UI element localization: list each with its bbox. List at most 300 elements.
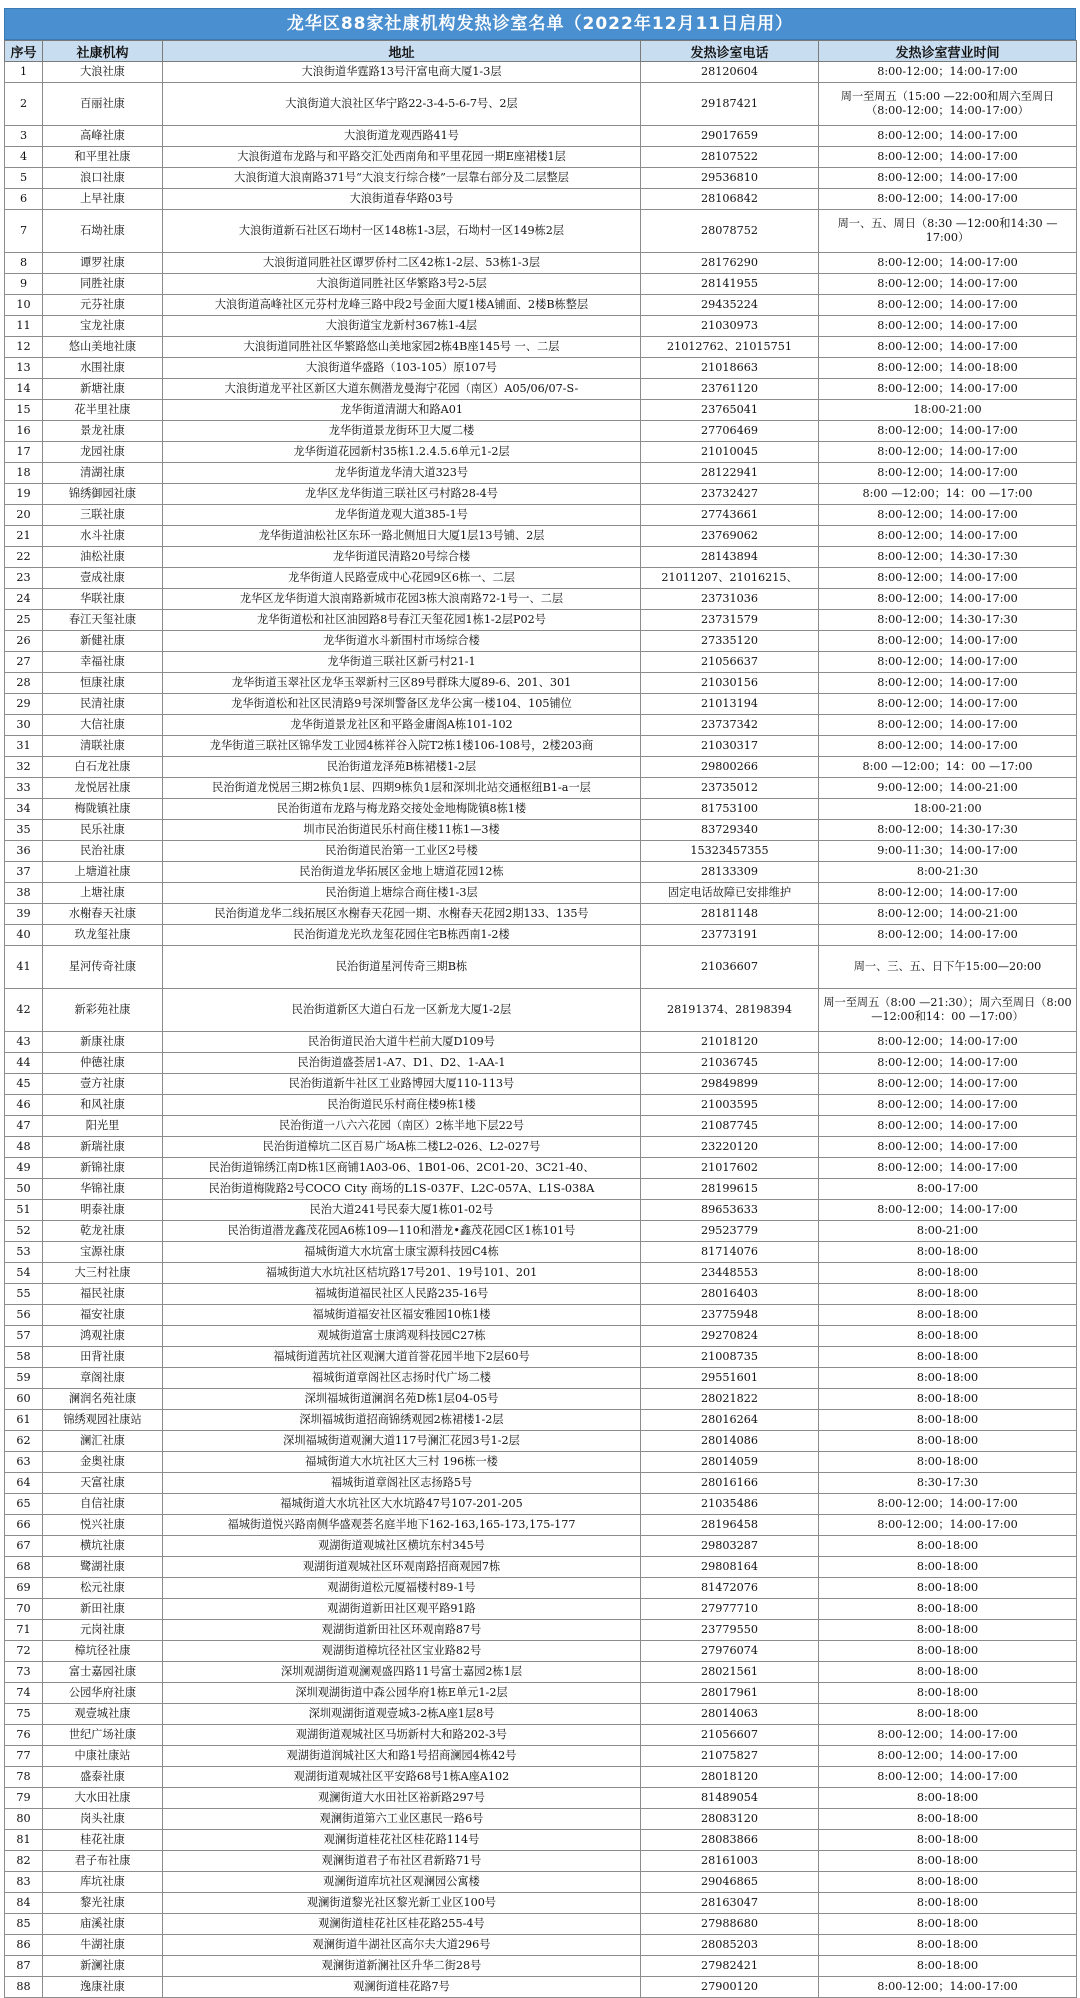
clinic-name: 元芬社康 <box>43 295 163 316</box>
row-index: 86 <box>5 1935 43 1956</box>
row-index: 40 <box>5 925 43 946</box>
clinic-name: 星河传奇社康 <box>43 946 163 989</box>
clinic-name: 上塘道社康 <box>43 862 163 883</box>
clinic-phone: 27988680 <box>641 1914 819 1935</box>
row-index: 54 <box>5 1263 43 1284</box>
row-index: 10 <box>5 295 43 316</box>
clinic-name: 华锦社康 <box>43 1179 163 1200</box>
clinic-phone: 28017961 <box>641 1683 819 1704</box>
table-row <box>5 1158 1077 1179</box>
table-row <box>5 610 1077 631</box>
clinic-phone: 23775948 <box>641 1305 819 1326</box>
clinic-name: 水榭春天社康 <box>43 904 163 925</box>
clinic-phone: 21056607 <box>641 1725 819 1746</box>
table-row <box>5 715 1077 736</box>
clinic-hours: 8:00-18:00 <box>819 1557 1077 1578</box>
clinic-phone: 21010045 <box>641 442 819 463</box>
clinic-name: 大水田社康 <box>43 1788 163 1809</box>
clinic-name: 百丽社康 <box>43 83 163 126</box>
clinic-name: 田背社康 <box>43 1347 163 1368</box>
clinic-name: 桂花社康 <box>43 1830 163 1851</box>
row-index: 34 <box>5 799 43 820</box>
clinic-name: 庙溪社康 <box>43 1914 163 1935</box>
row-index: 69 <box>5 1578 43 1599</box>
clinic-address: 观澜街道牛湖社区高尔夫大道296号 <box>163 1935 641 1956</box>
clinic-name: 中康社康站 <box>43 1746 163 1767</box>
clinic-address: 福城街道大水坑富士康宝源科技园C4栋 <box>163 1242 641 1263</box>
row-index: 72 <box>5 1641 43 1662</box>
clinic-hours: 8:00-18:00 <box>819 1536 1077 1557</box>
clinic-table <box>4 40 1077 1998</box>
clinic-phone: 29800266 <box>641 757 819 778</box>
clinic-hours: 8:00-12:00；14:00-17:00 <box>819 274 1077 295</box>
table-row <box>5 631 1077 652</box>
clinic-name: 民治社康 <box>43 841 163 862</box>
clinic-hours: 8:00-12:00；14:00-17:00 <box>819 316 1077 337</box>
row-index: 31 <box>5 736 43 757</box>
table-row <box>5 147 1077 168</box>
row-index: 60 <box>5 1389 43 1410</box>
clinic-phone: 21035486 <box>641 1494 819 1515</box>
clinic-phone: 29536810 <box>641 168 819 189</box>
row-index: 63 <box>5 1452 43 1473</box>
clinic-name: 金奥社康 <box>43 1452 163 1473</box>
clinic-phone: 28122941 <box>641 463 819 484</box>
table-row <box>5 1578 1077 1599</box>
clinic-name: 澜汇社康 <box>43 1431 163 1452</box>
clinic-phone: 23761120 <box>641 379 819 400</box>
clinic-phone: 81489054 <box>641 1788 819 1809</box>
row-index: 16 <box>5 421 43 442</box>
clinic-hours: 8:00 —12:00；14：00 —17:00 <box>819 757 1077 778</box>
clinic-name: 鹭湖社康 <box>43 1557 163 1578</box>
clinic-hours: 8:00-18:00 <box>819 1914 1077 1935</box>
table-row <box>5 1473 1077 1494</box>
clinic-address: 龙华街道花园新村35栋1.2.4.5.6单元1-2层 <box>163 442 641 463</box>
row-index: 52 <box>5 1221 43 1242</box>
row-index: 74 <box>5 1683 43 1704</box>
clinic-hours: 8:00-12:00；14:00-17:00 <box>819 715 1077 736</box>
row-index: 62 <box>5 1431 43 1452</box>
clinic-hours: 9:00-11:30；14:00-17:00 <box>819 841 1077 862</box>
clinic-address: 民治街道龙光玖龙玺花园住宅B栋西南1-2楼 <box>163 925 641 946</box>
clinic-hours: 9:00-12:00；14:00-21:00 <box>819 778 1077 799</box>
clinic-address: 观湖街道观城社区环观南路招商观园7栋 <box>163 1557 641 1578</box>
table-row <box>5 210 1077 253</box>
clinic-phone: 28014063 <box>641 1704 819 1725</box>
clinic-name: 新健社康 <box>43 631 163 652</box>
table-row <box>5 841 1077 862</box>
row-index: 77 <box>5 1746 43 1767</box>
table-row <box>5 1137 1077 1158</box>
clinic-hours: 8:00-18:00 <box>819 1599 1077 1620</box>
clinic-phone: 28176290 <box>641 253 819 274</box>
clinic-phone: 23765041 <box>641 400 819 421</box>
table-row <box>5 1452 1077 1473</box>
clinic-phone: 27900120 <box>641 1977 819 1998</box>
row-index: 27 <box>5 652 43 673</box>
table-row <box>5 1830 1077 1851</box>
table-row <box>5 736 1077 757</box>
row-index: 48 <box>5 1137 43 1158</box>
clinic-phone: 81753100 <box>641 799 819 820</box>
clinic-phone: 21075827 <box>641 1746 819 1767</box>
row-index: 5 <box>5 168 43 189</box>
clinic-name: 福安社康 <box>43 1305 163 1326</box>
clinic-phone: 28143894 <box>641 547 819 568</box>
row-index: 24 <box>5 589 43 610</box>
clinic-hours: 8:00-18:00 <box>819 1347 1077 1368</box>
row-index: 76 <box>5 1725 43 1746</box>
clinic-address: 民治街道民治第一工业区2号楼 <box>163 841 641 862</box>
table-row <box>5 568 1077 589</box>
clinic-name: 鸿观社康 <box>43 1326 163 1347</box>
clinic-name: 高峰社康 <box>43 126 163 147</box>
table-row <box>5 400 1077 421</box>
clinic-name: 清湖社康 <box>43 463 163 484</box>
clinic-name: 玖龙玺社康 <box>43 925 163 946</box>
clinic-address: 深圳福城街道澜润名苑D栋1层04-05号 <box>163 1389 641 1410</box>
clinic-name: 岗头社康 <box>43 1809 163 1830</box>
clinic-hours: 8:00-12:00；14:00-17:00 <box>819 1158 1077 1179</box>
clinic-address: 福城街道大水坑社区桔坑路17号201、19号101、201 <box>163 1263 641 1284</box>
clinic-hours: 8:00-12:00；14:00-17:00 <box>819 189 1077 210</box>
clinic-address: 观湖街道新田社区环观南路87号 <box>163 1620 641 1641</box>
clinic-phone: 28107522 <box>641 147 819 168</box>
row-index: 36 <box>5 841 43 862</box>
clinic-name: 悦兴社康 <box>43 1515 163 1536</box>
clinic-address: 龙华街道松和社区民清路9号深圳警备区龙华公寓一楼104、105铺位 <box>163 694 641 715</box>
clinic-address: 龙华区龙华街道三联社区弓村路28-4号 <box>163 484 641 505</box>
clinic-name: 富士嘉园社康 <box>43 1662 163 1683</box>
table-row <box>5 1200 1077 1221</box>
clinic-hours: 8:00-12:00；14:00-21:00 <box>819 904 1077 925</box>
clinic-address: 深圳观湖街道观壹城3-2栋A座1层8号 <box>163 1704 641 1725</box>
clinic-address: 民治街道一八六六花园（南区）2栋半地下层22号 <box>163 1116 641 1137</box>
row-index: 44 <box>5 1053 43 1074</box>
row-index: 37 <box>5 862 43 883</box>
clinic-address: 观湖街道樟坑径社区宝业路82号 <box>163 1641 641 1662</box>
table-row <box>5 1935 1077 1956</box>
clinic-phone: 28014059 <box>641 1452 819 1473</box>
clinic-name: 牛湖社康 <box>43 1935 163 1956</box>
clinic-hours: 8:00-18:00 <box>819 1578 1077 1599</box>
clinic-address: 福城街道悦兴路南侧华盛观荟名庭半地下162-163,165-173,175-177 <box>163 1515 641 1536</box>
clinic-hours: 8:00-18:00 <box>819 1326 1077 1347</box>
row-index: 15 <box>5 400 43 421</box>
row-index: 43 <box>5 1032 43 1053</box>
clinic-name: 和平里社康 <box>43 147 163 168</box>
table-row <box>5 62 1077 83</box>
clinic-hours: 8:00-21:00 <box>819 1221 1077 1242</box>
clinic-phone: 28161003 <box>641 1851 819 1872</box>
clinic-address: 大浪街道同胜社区华繁路3号2-5层 <box>163 274 641 295</box>
clinic-hours: 8:00-12:00；14:00-17:00 <box>819 253 1077 274</box>
clinic-name: 新塘社康 <box>43 379 163 400</box>
clinic-address: 深圳观湖街道观澜观盛四路11号富士嘉园2栋1层 <box>163 1662 641 1683</box>
clinic-phone: 28083120 <box>641 1809 819 1830</box>
clinic-address: 民治街道新牛社区工业路博园大厦110-113号 <box>163 1074 641 1095</box>
table-row <box>5 1053 1077 1074</box>
clinic-phone: 27977710 <box>641 1599 819 1620</box>
row-index: 6 <box>5 189 43 210</box>
row-index: 67 <box>5 1536 43 1557</box>
row-index: 66 <box>5 1515 43 1536</box>
clinic-hours: 8:00-12:00；14:00-17:00 <box>819 1767 1077 1788</box>
row-index: 9 <box>5 274 43 295</box>
clinic-hours: 8:00-18:00 <box>819 1893 1077 1914</box>
table-row <box>5 694 1077 715</box>
clinic-address: 民治街道新区大道白石龙一区新龙大厦1-2层 <box>163 989 641 1032</box>
clinic-address: 龙华街道水斗新围村市场综合楼 <box>163 631 641 652</box>
clinic-hours: 8:00-12:00；14:00-17:00 <box>819 1053 1077 1074</box>
clinic-address: 龙华街道玉翠社区龙华玉翠新村三区89号群珠大厦89-6、201、301 <box>163 673 641 694</box>
table-row <box>5 1599 1077 1620</box>
clinic-hours: 8:00-12:00；14:00-17:00 <box>819 631 1077 652</box>
table-row <box>5 337 1077 358</box>
clinic-hours: 8:00-12:00；14:00-17:00 <box>819 1032 1077 1053</box>
row-index: 22 <box>5 547 43 568</box>
clinic-hours: 8:00-12:00；14:00-17:00 <box>819 673 1077 694</box>
clinic-phone: 27982421 <box>641 1956 819 1977</box>
clinic-hours: 8:00-18:00 <box>819 1368 1077 1389</box>
clinic-name: 清联社康 <box>43 736 163 757</box>
clinic-phone: 28014086 <box>641 1431 819 1452</box>
row-index: 53 <box>5 1242 43 1263</box>
clinic-address: 大浪街道大浪南路371号“大浪支行综合楼”一层靠右部分及二层整层 <box>163 168 641 189</box>
clinic-phone: 21030317 <box>641 736 819 757</box>
clinic-phone: 21030156 <box>641 673 819 694</box>
table-row <box>5 526 1077 547</box>
row-index: 13 <box>5 358 43 379</box>
clinic-address: 观澜街道新澜社区升华二街28号 <box>163 1956 641 1977</box>
clinic-hours: 18:00-21:00 <box>819 799 1077 820</box>
row-index: 84 <box>5 1893 43 1914</box>
clinic-address: 民治街道潜龙鑫茂花园A6栋109—110和潜龙•鑫茂花园C区1栋101号 <box>163 1221 641 1242</box>
clinic-hours: 8:00-18:00 <box>819 1935 1077 1956</box>
clinic-hours: 8:00-12:00；14:00-17:00 <box>819 1200 1077 1221</box>
table-row <box>5 1662 1077 1683</box>
clinic-address: 观湖街道观城社区横坑东村345号 <box>163 1536 641 1557</box>
row-index: 64 <box>5 1473 43 1494</box>
header-phone: 发热诊室电话 <box>641 41 819 62</box>
clinic-name: 公园华府社康 <box>43 1683 163 1704</box>
clinic-address: 观澜街道大水田社区裕新路297号 <box>163 1788 641 1809</box>
table-row <box>5 295 1077 316</box>
clinic-address: 观澜街道第六工业区惠民一路6号 <box>163 1809 641 1830</box>
row-index: 41 <box>5 946 43 989</box>
clinic-hours: 8:00-12:00；14:00-17:00 <box>819 568 1077 589</box>
clinic-hours: 8:00-12:00；14:30-17:30 <box>819 820 1077 841</box>
clinic-address: 大浪街道龙观西路41号 <box>163 126 641 147</box>
clinic-name: 水围社康 <box>43 358 163 379</box>
row-index: 3 <box>5 126 43 147</box>
row-index: 4 <box>5 147 43 168</box>
clinic-phone: 28016166 <box>641 1473 819 1494</box>
clinic-hours: 8:00-18:00 <box>819 1263 1077 1284</box>
clinic-hours: 周一、五、周日（8:30 —12:00和14:30 —17:00） <box>819 210 1077 253</box>
clinic-address: 观澜街道桂花路7号 <box>163 1977 641 1998</box>
clinic-name: 盛泰社康 <box>43 1767 163 1788</box>
table-row <box>5 1032 1077 1053</box>
clinic-phone: 81714076 <box>641 1242 819 1263</box>
row-index: 80 <box>5 1809 43 1830</box>
clinic-address: 民治街道民治大道牛栏前大厦D109号 <box>163 1032 641 1053</box>
clinic-address: 观湖街道观城社区平安路68号1栋A座A102 <box>163 1767 641 1788</box>
clinic-name: 锦绣观园社康站 <box>43 1410 163 1431</box>
clinic-name: 壹成社康 <box>43 568 163 589</box>
clinic-phone: 21036745 <box>641 1053 819 1074</box>
clinic-address: 民治街道盛荟居1-A7、D1、D2、1-AA-1 <box>163 1053 641 1074</box>
row-index: 11 <box>5 316 43 337</box>
clinic-phone: 27976074 <box>641 1641 819 1662</box>
clinic-name: 明泰社康 <box>43 1200 163 1221</box>
row-index: 55 <box>5 1284 43 1305</box>
row-index: 1 <box>5 62 43 83</box>
row-index: 45 <box>5 1074 43 1095</box>
clinic-phone: 23779550 <box>641 1620 819 1641</box>
clinic-address: 福城街道福民社区人民路235-16号 <box>163 1284 641 1305</box>
clinic-name: 乾龙社康 <box>43 1221 163 1242</box>
clinic-hours: 8:00-12:00；14:00-17:00 <box>819 1074 1077 1095</box>
clinic-name: 谭罗社康 <box>43 253 163 274</box>
clinic-phone: 28141955 <box>641 274 819 295</box>
clinic-hours: 8:00-18:00 <box>819 1851 1077 1872</box>
clinic-address: 民治街道布龙路与梅龙路交接处金地梅陇镇8栋1楼 <box>163 799 641 820</box>
clinic-name: 天富社康 <box>43 1473 163 1494</box>
table-row <box>5 1494 1077 1515</box>
row-index: 25 <box>5 610 43 631</box>
table-row <box>5 989 1077 1032</box>
clinic-list <box>4 8 1076 1998</box>
clinic-phone: 23735012 <box>641 778 819 799</box>
clinic-name: 三联社康 <box>43 505 163 526</box>
clinic-address: 深圳观湖街道中森公园华府1栋E单元1-2层 <box>163 1683 641 1704</box>
clinic-address: 大浪街道华霆路13号汗富电商大厦1-3层 <box>163 62 641 83</box>
clinic-phone: 23732427 <box>641 484 819 505</box>
table-row <box>5 1809 1077 1830</box>
clinic-address: 民治街道梅陇路2号COCO City 商场的L1S-037F、L2C-057A、L1S-038A <box>163 1179 641 1200</box>
row-index: 18 <box>5 463 43 484</box>
clinic-phone: 21008735 <box>641 1347 819 1368</box>
clinic-name: 自信社康 <box>43 1494 163 1515</box>
row-index: 68 <box>5 1557 43 1578</box>
clinic-phone: 21036607 <box>641 946 819 989</box>
clinic-phone: 23737342 <box>641 715 819 736</box>
clinic-address: 龙华街道清湖大和路A01 <box>163 400 641 421</box>
table-row <box>5 589 1077 610</box>
clinic-phone: 21017602 <box>641 1158 819 1179</box>
row-index: 70 <box>5 1599 43 1620</box>
clinic-address: 观澜街道君子布社区君新路71号 <box>163 1851 641 1872</box>
clinic-hours: 8:00-17:00 <box>819 1179 1077 1200</box>
header-clinic: 社康机构 <box>43 41 163 62</box>
clinic-phone: 28106842 <box>641 189 819 210</box>
clinic-hours: 8:00-12:00；14:00-17:00 <box>819 925 1077 946</box>
table-row <box>5 1431 1077 1452</box>
clinic-phone: 21018663 <box>641 358 819 379</box>
clinic-phone: 28191374、28198394 <box>641 989 819 1032</box>
table-row <box>5 862 1077 883</box>
clinic-name: 锦绣御园社康 <box>43 484 163 505</box>
clinic-hours: 8:00-12:00；14:00-17:00 <box>819 1095 1077 1116</box>
table-row <box>5 1683 1077 1704</box>
row-index: 38 <box>5 883 43 904</box>
clinic-hours: 8:00-12:00；14:00-17:00 <box>819 1725 1077 1746</box>
table-row <box>5 1179 1077 1200</box>
table-row <box>5 1977 1077 1998</box>
table-row <box>5 442 1077 463</box>
row-index: 58 <box>5 1347 43 1368</box>
clinic-address: 大浪街道大浪社区华宁路22-3-4-5-6-7号、2层 <box>163 83 641 126</box>
clinic-phone: 28083866 <box>641 1830 819 1851</box>
clinic-address: 福城街道大水坑社区大三村 196栋一楼 <box>163 1452 641 1473</box>
clinic-phone: 21011207、21016215、 <box>641 568 819 589</box>
clinic-hours: 8:00-18:00 <box>819 1788 1077 1809</box>
row-index: 61 <box>5 1410 43 1431</box>
clinic-name: 同胜社康 <box>43 274 163 295</box>
table-row <box>5 379 1077 400</box>
clinic-address: 观城街道富士康鸿观科技园C27栋 <box>163 1326 641 1347</box>
clinic-phone: 28196458 <box>641 1515 819 1536</box>
clinic-address: 民治街道龙华二线拓展区水榭春天花园一期、水榭春天花园2期133、135号 <box>163 904 641 925</box>
clinic-name: 新康社康 <box>43 1032 163 1053</box>
clinic-name: 阳光里 <box>43 1116 163 1137</box>
clinic-phone: 27335120 <box>641 631 819 652</box>
clinic-phone: 21030973 <box>641 316 819 337</box>
table-row <box>5 1557 1077 1578</box>
clinic-address: 大浪街道同胜社区谭罗侨村二区42栋1-2层、53栋1-3层 <box>163 253 641 274</box>
clinic-name: 元岗社康 <box>43 1620 163 1641</box>
clinic-name: 浪口社康 <box>43 168 163 189</box>
clinic-name: 库坑社康 <box>43 1872 163 1893</box>
clinic-name: 福民社康 <box>43 1284 163 1305</box>
clinic-hours: 8:00-12:00；14:00-17:00 <box>819 463 1077 484</box>
clinic-name: 新澜社康 <box>43 1956 163 1977</box>
clinic-name: 景龙社康 <box>43 421 163 442</box>
clinic-hours: 8:00-18:00 <box>819 1305 1077 1326</box>
table-row <box>5 946 1077 989</box>
clinic-hours: 8:00-12:00；14:00-18:00 <box>819 358 1077 379</box>
row-index: 82 <box>5 1851 43 1872</box>
table-row <box>5 1641 1077 1662</box>
clinic-hours: 8:00-12:00；14:00-17:00 <box>819 421 1077 442</box>
clinic-name: 龙悦居社康 <box>43 778 163 799</box>
row-index: 71 <box>5 1620 43 1641</box>
table-row <box>5 1305 1077 1326</box>
row-index: 59 <box>5 1368 43 1389</box>
clinic-address: 观澜街道库坑社区观澜园公寓楼 <box>163 1872 641 1893</box>
clinic-name: 大信社康 <box>43 715 163 736</box>
clinic-address: 大浪街道华盛路（103-105）原107号 <box>163 358 641 379</box>
row-index: 8 <box>5 253 43 274</box>
table-row <box>5 547 1077 568</box>
table-row <box>5 883 1077 904</box>
row-index: 83 <box>5 1872 43 1893</box>
clinic-hours: 8:00-12:00；14:00-17:00 <box>819 883 1077 904</box>
clinic-hours: 8:00-12:00；14:00-17:00 <box>819 295 1077 316</box>
table-row <box>5 1872 1077 1893</box>
clinic-hours: 8:00-12:00；14:00-17:00 <box>819 62 1077 83</box>
clinic-phone: 28163047 <box>641 1893 819 1914</box>
row-index: 14 <box>5 379 43 400</box>
row-index: 78 <box>5 1767 43 1788</box>
table-row <box>5 1515 1077 1536</box>
row-index: 26 <box>5 631 43 652</box>
clinic-address: 福城街道福安社区福安雅园10栋1楼 <box>163 1305 641 1326</box>
clinic-name: 黎光社康 <box>43 1893 163 1914</box>
table-row <box>5 1074 1077 1095</box>
